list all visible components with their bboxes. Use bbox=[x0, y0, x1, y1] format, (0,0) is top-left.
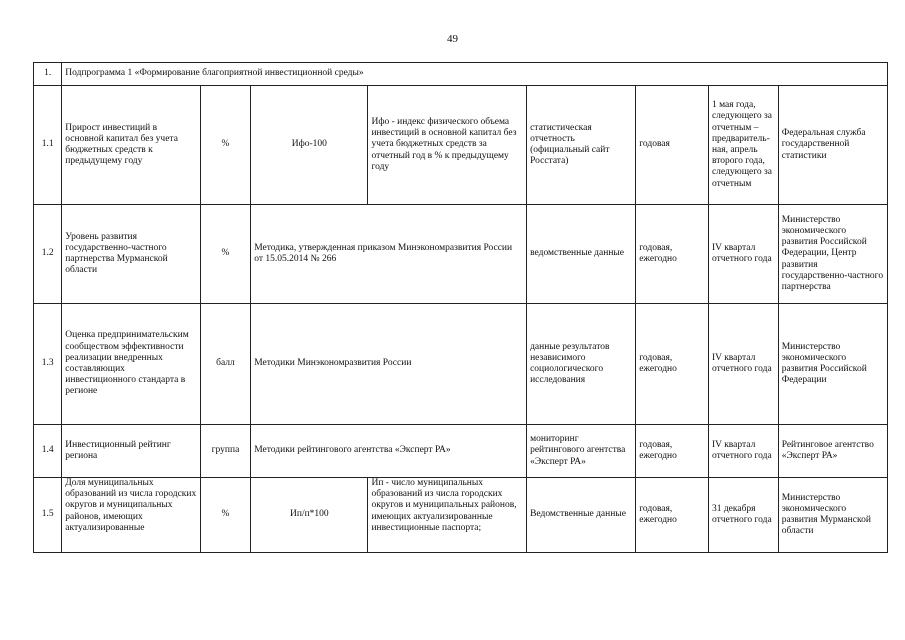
periodicity: годовая, ежегодно bbox=[636, 425, 709, 478]
indicator-formula: Ип/п*100 bbox=[251, 478, 368, 553]
calculation-method: Методики Минэкономразвития России bbox=[251, 304, 527, 425]
indicator-name: Оценка предпринимательским сообществом эффективности реализации внедренных составляющих инвестиционного стандарта в регионе bbox=[62, 304, 200, 425]
responsible: Федеральная служба государственной статистики bbox=[778, 86, 887, 205]
responsible: Рейтинговое агентство «Эксперт РА» bbox=[778, 425, 887, 478]
indicator-number: 1.4 bbox=[34, 425, 62, 478]
indicator-unit: % bbox=[200, 86, 251, 205]
responsible: Министерство экономического развития Мурманской области bbox=[778, 478, 887, 553]
formula-description: Ип - число муниципальных образований из числа городских округов и муниципальных районов, имеющих актуализированные инвестиционные паспорта; bbox=[368, 478, 527, 553]
subprogram-header-row bbox=[34, 63, 888, 86]
calculation-method: Методики рейтингового агентства «Эксперт РА» bbox=[251, 425, 527, 478]
data-source: статистическая отчетность (официальный сайт Росстата) bbox=[527, 86, 636, 205]
data-source: Ведомственные данные bbox=[527, 478, 636, 553]
responsible: Министерство экономического развития Российской Федерации, Центр развития государственно-частного партнерства bbox=[778, 205, 887, 304]
indicator-unit: % bbox=[200, 478, 251, 553]
subprogram-number: 1. bbox=[34, 63, 62, 86]
periodicity: годовая, ежегодно bbox=[636, 478, 709, 553]
deadline: IV квартал отчетного года bbox=[708, 205, 778, 304]
indicator-name: Инвестиционный рейтинг региона bbox=[62, 425, 200, 478]
data-source: ведомственные данные bbox=[527, 205, 636, 304]
formula-description: Ифо - индекс физического объема инвестиций в основной капитал без учета бюджетных средств за отчетный год в % к предыдущему году bbox=[368, 86, 527, 205]
deadline: IV квартал отчетного года bbox=[708, 304, 778, 425]
indicator-number: 1.2 bbox=[34, 205, 62, 304]
deadline: 1 мая года, следующего за отчетным – предваритель-ная, апрель второго года, следующего за отчетным bbox=[708, 86, 778, 205]
periodicity: годовая, ежегодно bbox=[636, 304, 709, 425]
indicator-unit: группа bbox=[200, 425, 251, 478]
table-row bbox=[34, 86, 888, 205]
table-row bbox=[34, 205, 888, 304]
indicator-number: 1.5 bbox=[34, 478, 62, 553]
indicator-formula: Ифо-100 bbox=[251, 86, 368, 205]
deadline: IV квартал отчетного года bbox=[708, 425, 778, 478]
periodicity: годовая bbox=[636, 86, 709, 205]
deadline: 31 декабря отчетного года bbox=[708, 478, 778, 553]
subprogram-title: Подпрограмма 1 «Формирование благоприятной инвестиционной среды» bbox=[62, 63, 888, 86]
periodicity: годовая, ежегодно bbox=[636, 205, 709, 304]
indicator-name: Уровень развития государственно-частного партнерства Мурманской области bbox=[62, 205, 200, 304]
page-number: 49 bbox=[447, 33, 458, 45]
data-source: мониторинг рейтингового агентства «Эксперт РА» bbox=[527, 425, 636, 478]
indicators-table bbox=[33, 62, 888, 553]
table-row bbox=[34, 425, 888, 478]
table-row bbox=[34, 478, 888, 553]
indicator-number: 1.3 bbox=[34, 304, 62, 425]
indicator-number: 1.1 bbox=[34, 86, 62, 205]
indicator-unit: балл bbox=[200, 304, 251, 425]
indicator-name: Прирост инвестиций в основной капитал без учета бюджетных средств к предыдущему году bbox=[62, 86, 200, 205]
calculation-method: Методика, утвержденная приказом Минэкономразвития России от 15.05.2014 № 266 bbox=[251, 205, 527, 304]
indicator-unit: % bbox=[200, 205, 251, 304]
responsible: Министерство экономического развития Российской Федерации bbox=[778, 304, 887, 425]
data-source: данные результатов независимого социологического исследования bbox=[527, 304, 636, 425]
indicator-name: Доля муниципальных образований из числа городских округов и муниципальных районов, имеющих актуализированные bbox=[62, 478, 200, 553]
table-row bbox=[34, 304, 888, 425]
